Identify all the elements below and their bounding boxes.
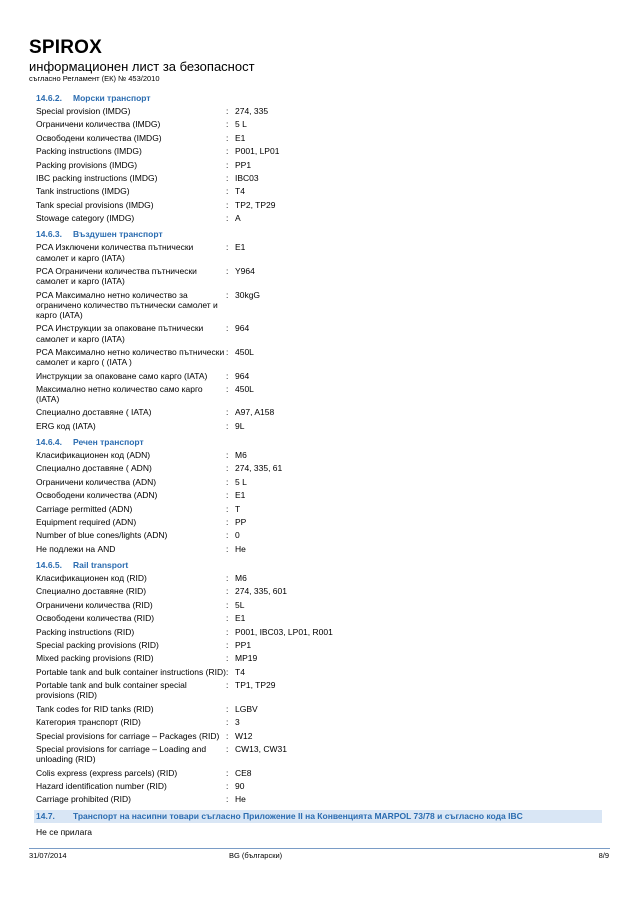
row-label: Ограничени количества (IMDG) <box>36 119 161 130</box>
data-row <box>36 627 602 637</box>
row-separator: : <box>226 186 229 197</box>
row-value: 90 <box>235 780 245 791</box>
row-label: PCA Максимално нетно количество пътнически самолет и карго ( (IATA ) <box>36 346 225 368</box>
row-value: PP1 <box>235 159 252 170</box>
section-14-7-band <box>34 810 602 823</box>
section-title: Морски транспорт <box>73 93 151 103</box>
row-value: M6 <box>235 573 247 584</box>
section-heading <box>36 93 602 103</box>
row-value: 274, 335 <box>235 106 269 116</box>
row-separator: : <box>226 407 229 418</box>
row-value: P001, IBC03, LP01, R001 <box>235 626 333 637</box>
row-separator: : <box>226 420 229 431</box>
row-separator: : <box>226 346 229 357</box>
section-14-6-4 <box>36 437 602 554</box>
data-row <box>36 133 602 143</box>
footer-language: BG (български) <box>229 851 283 860</box>
row-label: PCA Ограничени количества пътнически самолет и карго (IATA) <box>36 265 197 287</box>
data-row <box>36 106 602 116</box>
row-value: 0 <box>235 530 240 541</box>
section-14-6-5 <box>36 560 602 804</box>
row-value: 274, 335, 61 <box>235 463 283 474</box>
row-value: 450L <box>235 383 254 394</box>
row-value: P001, LP01 <box>235 146 280 157</box>
data-row <box>36 384 602 404</box>
row-label: Special provision (IMDG) <box>36 106 131 116</box>
row-separator: : <box>226 626 229 637</box>
row-value: TP1, TP29 <box>235 680 276 691</box>
row-label: IBC packing instructions (IMDG) <box>36 172 158 183</box>
row-label: Hazard identification number (RID) <box>36 780 167 791</box>
row-label: Special packing provisions (RID) <box>36 639 159 650</box>
data-row <box>36 530 602 540</box>
section-title: Въздушен транспорт <box>73 229 163 240</box>
row-separator: : <box>226 383 229 394</box>
row-value: W12 <box>235 730 253 741</box>
row-label: Tank instructions (IMDG) <box>36 186 130 197</box>
section-number: 14.6.2. <box>36 93 62 103</box>
row-value: T <box>235 503 241 514</box>
row-separator: : <box>226 503 229 514</box>
row-separator: : <box>226 463 229 474</box>
section-number: 14.6.5. <box>36 560 62 571</box>
data-row <box>36 407 602 417</box>
row-label: Tank special provisions (IMDG) <box>36 199 154 210</box>
footer-divider <box>29 848 610 849</box>
row-label: Ограничени количества (ADN) <box>36 476 157 487</box>
data-row <box>36 173 602 183</box>
section-heading <box>36 229 602 239</box>
row-label: Освободени количества (IMDG) <box>36 132 162 143</box>
row-label: Специално доставяне ( IATA) <box>36 407 152 418</box>
row-separator: : <box>226 680 229 691</box>
row-label: Tank codes for RID tanks (RID) <box>36 703 154 714</box>
data-row <box>36 371 602 381</box>
row-separator: : <box>226 450 229 461</box>
row-value: IBC03 <box>235 172 259 183</box>
row-label: Не подлежи на AND <box>36 543 116 554</box>
band-title: Транспорт на насипни товари съгласно Приложение II на Конвенцията MARPOL 73/78 и съгласно кода IBC <box>73 811 523 822</box>
row-label: Carriage prohibited (RID) <box>36 794 131 805</box>
row-label: Portable tank and bulk container instructions (RID) <box>36 666 226 677</box>
row-label: Packing provisions (IMDG) <box>36 159 138 170</box>
row-value: Y964 <box>235 265 255 276</box>
data-row <box>36 323 602 343</box>
row-value: E1 <box>235 242 246 253</box>
row-separator: : <box>226 213 229 224</box>
row-value: LGBV <box>235 703 258 714</box>
row-separator: : <box>226 530 229 541</box>
data-row <box>36 213 602 223</box>
section-title: Rail transport <box>73 560 129 571</box>
data-row <box>36 586 602 596</box>
row-separator: : <box>226 613 229 624</box>
band-note: Не се прилага <box>36 827 92 838</box>
section-number: 14.6.4. <box>36 437 62 448</box>
row-label: Максимално нетно количество само карго (IATA) <box>36 383 203 405</box>
row-value: CW13, CW31 <box>235 743 287 754</box>
row-value: MP19 <box>235 653 258 664</box>
row-value: 964 <box>235 323 250 334</box>
row-label: Equipment required (ADN) <box>36 517 137 528</box>
row-label: PCA Максимално нетно количество за ограничено количество пътнически самолет и карго (IATA) <box>36 289 218 320</box>
row-value: A <box>235 213 241 224</box>
row-label: Special provisions for carriage – Loading and unloading (RID) <box>36 743 207 765</box>
data-row <box>36 160 602 170</box>
data-row <box>36 731 602 741</box>
row-value: 450L <box>235 346 254 357</box>
row-separator: : <box>226 119 229 130</box>
row-separator: : <box>226 639 229 650</box>
row-label: PCA Инструкции за опаковане пътнически самолет и карго (IATA) <box>36 323 204 344</box>
data-row <box>36 490 602 500</box>
row-label: Portable tank and bulk container special provisions (RID) <box>36 680 187 701</box>
row-separator: : <box>226 543 229 554</box>
row-separator: : <box>226 599 229 610</box>
row-label: Special provisions for carriage – Packages (RID) <box>36 730 220 741</box>
row-separator: : <box>226 159 229 170</box>
row-value: T4 <box>235 666 245 677</box>
row-label: Специално доставяне (RID) <box>36 586 147 597</box>
data-row <box>36 781 602 791</box>
row-label: Специално доставяне ( ADN) <box>36 463 152 474</box>
row-value: E1 <box>235 132 246 143</box>
row-value: PP1 <box>235 639 252 650</box>
data-row <box>36 477 602 487</box>
row-value: E1 <box>235 613 246 624</box>
row-separator: : <box>226 370 229 381</box>
row-label: Packing instructions (RID) <box>36 626 135 637</box>
row-label: Освободени количества (RID) <box>36 613 155 624</box>
row-value: A97, A158 <box>235 407 275 418</box>
row-value: PP <box>235 517 247 528</box>
data-row <box>36 517 602 527</box>
data-row <box>36 680 602 700</box>
section-heading <box>36 437 602 447</box>
row-separator: : <box>226 106 229 116</box>
data-row <box>36 504 602 514</box>
data-row <box>36 613 602 623</box>
row-separator: : <box>226 586 229 597</box>
footer-page-number: 8/9 <box>598 851 609 860</box>
band-number: 14.7. <box>36 811 55 822</box>
row-value: T4 <box>235 186 245 197</box>
row-separator: : <box>226 703 229 714</box>
row-value: 5L <box>235 599 245 610</box>
data-row <box>36 266 602 286</box>
row-separator: : <box>226 199 229 210</box>
section-number: 14.6.3. <box>36 229 62 240</box>
data-row <box>36 347 602 367</box>
row-value: 30kgG <box>235 289 261 300</box>
data-row <box>36 653 602 663</box>
row-value: CE8 <box>235 767 252 778</box>
section-title: Речен транспорт <box>73 437 144 448</box>
row-label: Категория транспорт (RID) <box>36 717 141 728</box>
data-row <box>36 119 602 129</box>
row-separator: : <box>226 717 229 728</box>
row-separator: : <box>226 573 229 584</box>
row-separator: : <box>226 146 229 157</box>
row-value: TP2, TP29 <box>235 199 276 210</box>
data-row <box>36 290 602 321</box>
row-label: Number of blue cones/lights (ADN) <box>36 530 168 541</box>
section-14-6-2 <box>36 93 602 223</box>
data-row <box>36 717 602 727</box>
row-separator: : <box>226 242 229 253</box>
data-row <box>36 704 602 714</box>
footer-date: 31/07/2014 <box>29 851 67 860</box>
row-separator: : <box>226 289 229 300</box>
row-value: 964 <box>235 370 250 381</box>
row-separator: : <box>226 132 229 143</box>
data-row <box>36 573 602 583</box>
content-area <box>36 93 602 837</box>
row-label: Packing instructions (IMDG) <box>36 146 142 157</box>
row-value: Не <box>235 543 246 554</box>
row-separator: : <box>226 323 229 334</box>
row-separator: : <box>226 653 229 664</box>
row-label: Класификационен код (RID) <box>36 573 147 584</box>
row-separator: : <box>226 172 229 183</box>
data-row <box>36 640 602 650</box>
row-separator: : <box>226 517 229 528</box>
data-row <box>36 667 602 677</box>
row-label: Класификационен код (ADN) <box>36 450 151 461</box>
regulation-note: съгласно Регламент (ЕК) № 453/2010 <box>29 74 160 83</box>
row-value: M6 <box>235 450 247 461</box>
data-row <box>36 200 602 210</box>
row-label: Освободени количества (ADN) <box>36 490 158 501</box>
row-value: 3 <box>235 717 240 728</box>
data-row <box>36 463 602 473</box>
row-value: He <box>235 794 246 805</box>
data-row <box>36 794 602 804</box>
row-value: 5 L <box>235 476 247 487</box>
row-label: PCA Изключени количества пътнически самолет и карго (IATA) <box>36 242 194 263</box>
row-separator: : <box>226 767 229 778</box>
row-label: Colis express (express parcels) (RID) <box>36 767 178 778</box>
row-label: Ограничени количества (RID) <box>36 599 153 610</box>
row-separator: : <box>226 265 229 276</box>
row-separator: : <box>226 730 229 741</box>
data-row <box>36 186 602 196</box>
row-separator: : <box>226 794 229 805</box>
data-row <box>36 544 602 554</box>
data-row <box>36 744 602 764</box>
row-separator: : <box>226 476 229 487</box>
row-value: 9L <box>235 420 245 431</box>
data-row <box>36 242 602 262</box>
row-separator: : <box>226 490 229 501</box>
data-row <box>36 600 602 610</box>
data-row <box>36 450 602 460</box>
row-value: 5 L <box>235 119 247 130</box>
data-row <box>36 421 602 431</box>
row-separator: : <box>226 743 229 754</box>
row-value: 274, 335, 601 <box>235 586 287 597</box>
row-label: ERG код (IATA) <box>36 420 96 431</box>
data-row <box>36 146 602 156</box>
row-label: Carriage permitted (ADN) <box>36 503 133 514</box>
row-separator: : <box>226 780 229 791</box>
section-heading <box>36 560 602 570</box>
row-value: E1 <box>235 490 246 501</box>
data-row <box>36 768 602 778</box>
row-separator: : <box>226 666 229 677</box>
section-14-6-3 <box>36 229 602 431</box>
brand-title: SPIROX <box>29 37 102 58</box>
row-label: Mixed packing provisions (RID) <box>36 653 154 664</box>
document-subtitle: информационен лист за безопасност <box>29 59 255 74</box>
row-label: Stowage category (IMDG) <box>36 213 135 224</box>
row-label: Инструкции за опаковане само карго (IATA) <box>36 370 208 381</box>
